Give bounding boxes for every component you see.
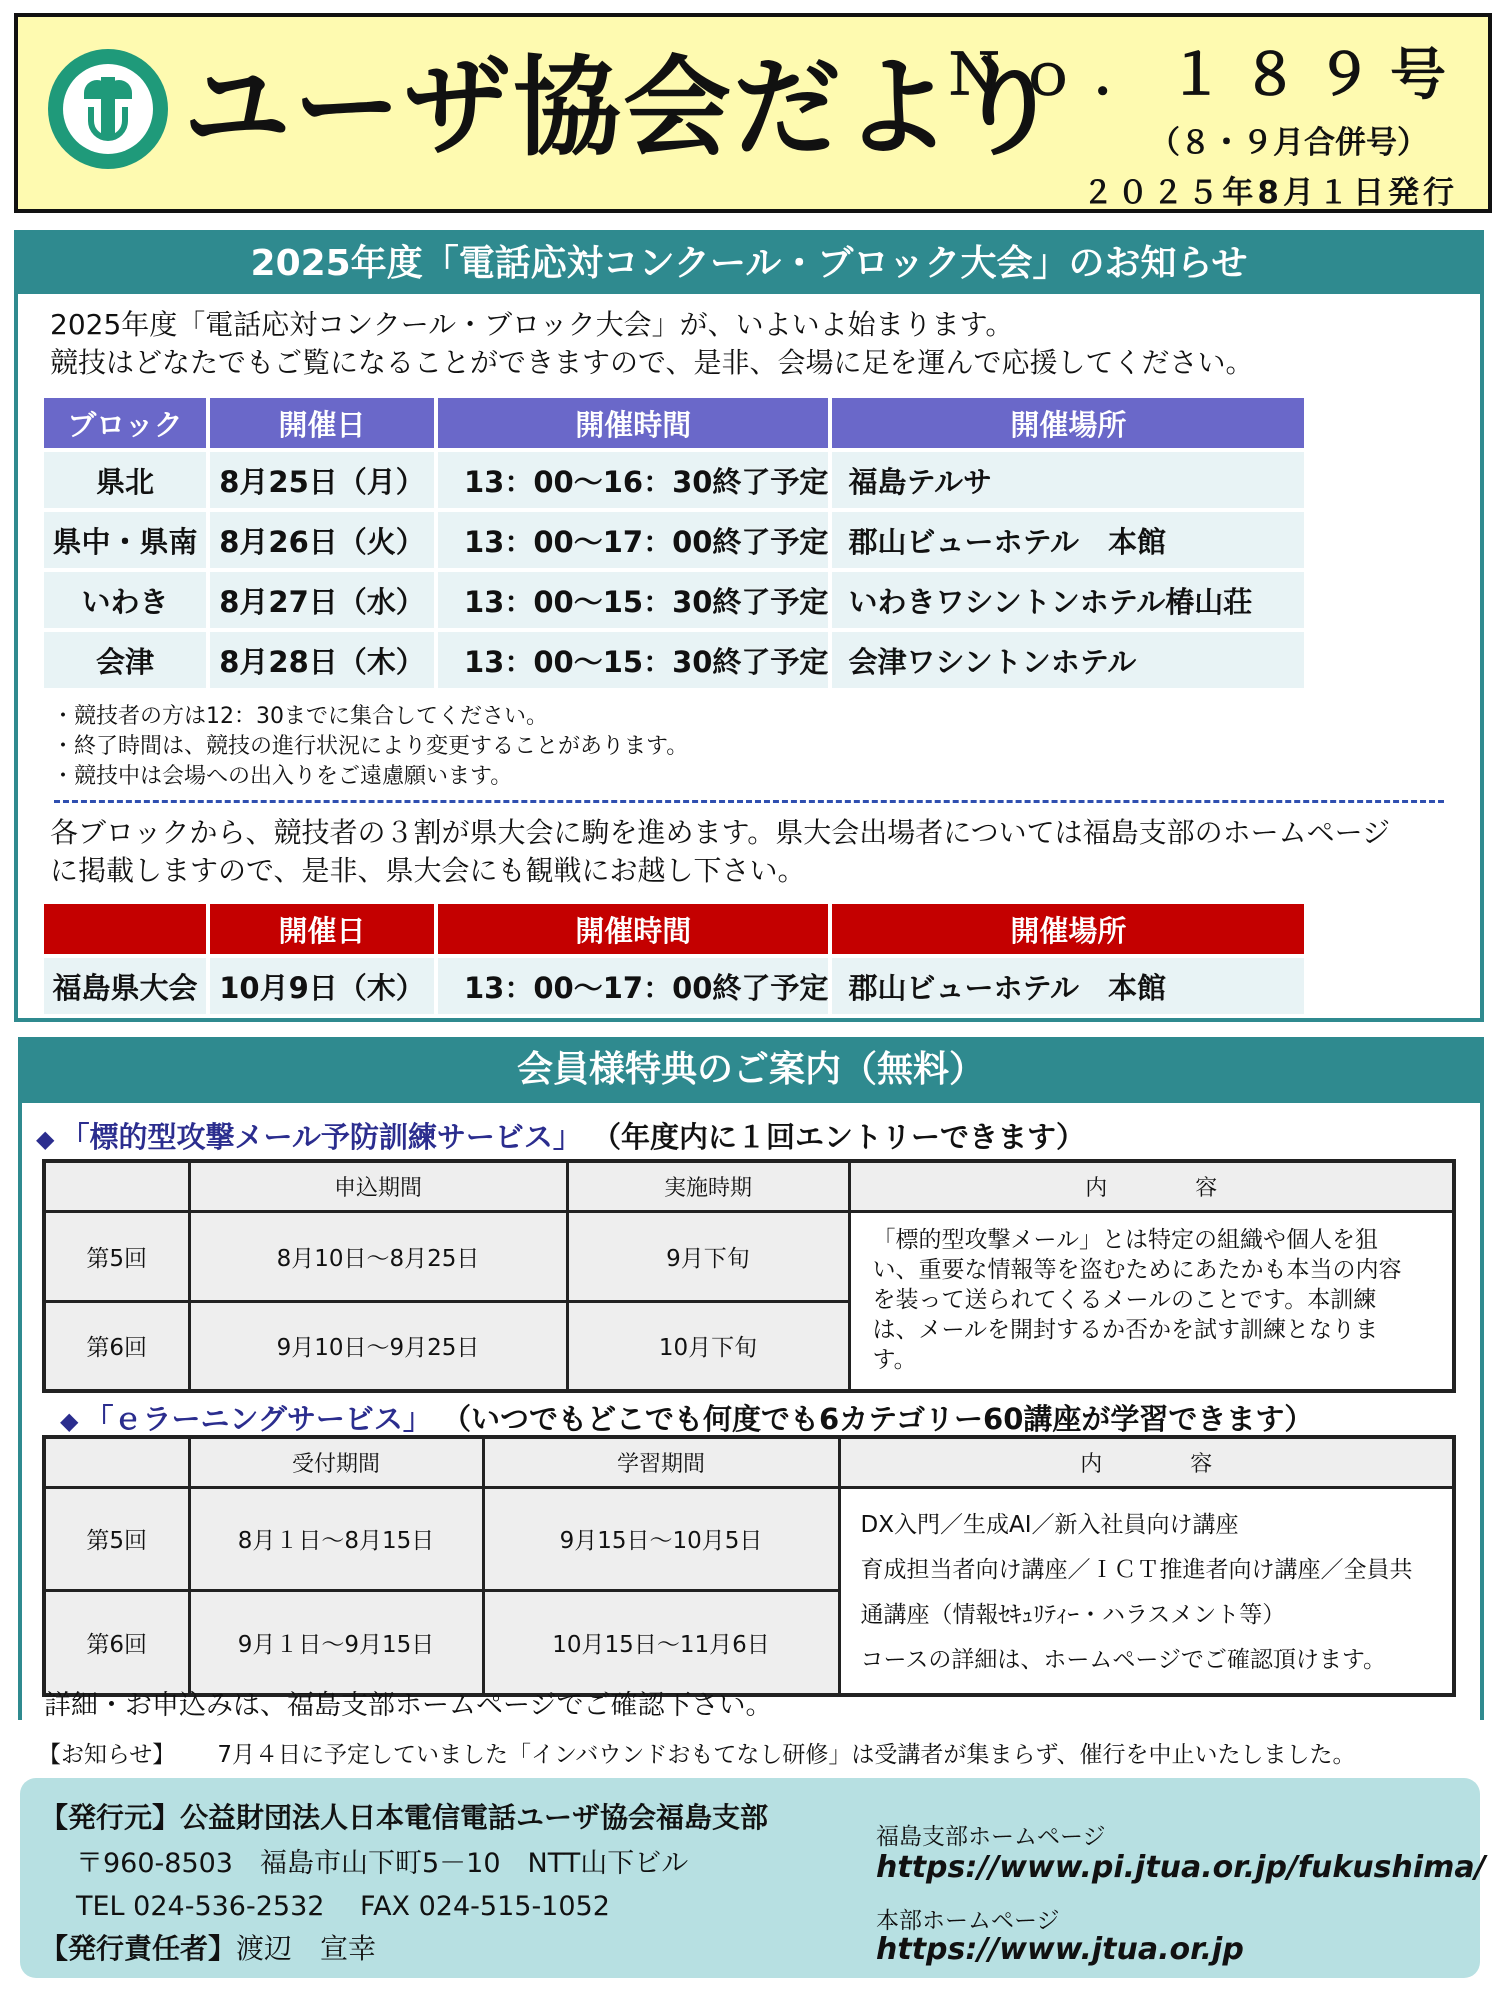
dashed-divider (54, 800, 1444, 803)
publisher-address: 〒960-8503 福島市山下町5－10 NTT山下ビル (76, 1848, 689, 1879)
implementation-period: 10月下旬 (567, 1301, 849, 1391)
service2-table (42, 1435, 1456, 1697)
hq-homepage-label: 本部ホームページ (876, 1908, 1060, 1934)
branch-homepage-label: 福島支部ホームページ (876, 1824, 1106, 1850)
col-header-blank (44, 1437, 189, 1487)
event-time: 13：00～15：30終了予定 (438, 572, 828, 628)
service2-description (839, 1487, 1454, 1695)
responsible-label: 【発行責任者】 (40, 1932, 237, 1965)
description-line: DX入門／生成AI／新入社員向け講座 (860, 1511, 1239, 1538)
block-name: 会津 (44, 632, 206, 688)
table-row (44, 1487, 1454, 1591)
newsletter-title: ユーザ協会だより (183, 46, 1064, 171)
advance-line: 各ブロックから、競技者の３割が県大会に駒を進めます。県大会出場者については福島支部のホームページ (50, 816, 1391, 849)
service2-note: （いつでもどこでも何度でも6カテゴリー60講座が学習できます） (442, 1402, 1314, 1436)
note-line: ・競技中は会場への出入りをご遠慮願います。 (52, 764, 513, 789)
col-header-date: 開催日 (210, 904, 434, 954)
contest-notes (52, 702, 688, 792)
round-label: 第5回 (44, 1211, 189, 1301)
event-venue: 会津ワシントンホテル (832, 632, 1304, 688)
notice-tag: 【お知らせ】 (38, 1742, 176, 1768)
service1-heading (36, 1115, 1085, 1156)
table-header-row (44, 398, 1304, 448)
col-header-blank (44, 904, 206, 954)
service2-heading (60, 1397, 1313, 1438)
jtua-logo-icon (46, 47, 170, 171)
event-date: 10月9日（木） (210, 958, 434, 1014)
publisher-phone: TEL 024-536-2532 FAX 024-515-1052 (76, 1891, 610, 1922)
final-schedule-table (40, 900, 1308, 1018)
col-header-block: ブロック (44, 398, 206, 448)
publisher: 【発行元】公益財団法人日本電信電話ユーザ協会福島支部 (40, 1801, 769, 1834)
contest-banner: 2025年度「電話応対コンクール・ブロック大会」のお知らせ (18, 234, 1480, 294)
final-name: 福島県大会 (44, 958, 206, 1014)
event-date: 8月27日（水） (210, 572, 434, 628)
description-line: コースの詳細は、ホームページでご確認頂けます。 (860, 1646, 1387, 1673)
block-name: いわき (44, 572, 206, 628)
table-row (44, 452, 1304, 508)
note-line: ・終了時間は、競技の進行状況により変更することがあります。 (52, 734, 689, 759)
benefits-section (18, 1037, 1484, 1720)
event-date: 8月28日（木） (210, 632, 434, 688)
reception-period: 8月１日～8月15日 (189, 1487, 483, 1591)
col-header-date: 開催日 (210, 398, 434, 448)
block-name: 県北 (44, 452, 206, 508)
table-row (44, 572, 1304, 628)
study-period: 9月15日～10月5日 (483, 1487, 839, 1591)
round-label: 第5回 (44, 1487, 189, 1591)
service1-note: （年度内に１回エントリーできます） (592, 1120, 1086, 1154)
col-header-reception: 受付期間 (189, 1437, 483, 1487)
contest-intro (50, 306, 1253, 382)
apply-period: 9月10日～9月25日 (189, 1301, 567, 1391)
issue-subtitle: （８・９月合併号） (1149, 125, 1428, 161)
block-schedule-table (40, 394, 1308, 692)
issue-date: ２０２５年8月１日発行 (1082, 175, 1458, 211)
responsible-person (40, 1927, 376, 1967)
col-header-time: 開催時間 (438, 398, 828, 448)
table-header-row (44, 1437, 1454, 1487)
col-header-venue: 開催場所 (832, 904, 1304, 954)
intro-line: 2025年度「電話応対コンクール・ブロック大会」が、いよいよ始まります。 (50, 308, 1014, 341)
table-row (44, 1211, 1454, 1301)
service1-table (42, 1159, 1456, 1393)
event-venue: いわきワシントンホテル椿山荘 (832, 572, 1304, 628)
round-label: 第6回 (44, 1591, 189, 1695)
description-line: 育成担当者向け講座／ＩＣＴ推進者向け講座／全員共通講座（情報ｾｷｭﾘﾃｨｰ・ハラスメント等） (860, 1556, 1413, 1628)
table-row (44, 512, 1304, 568)
table-row (44, 632, 1304, 688)
event-venue: 郡山ビューホテル 本館 (832, 512, 1304, 568)
event-time: 13：00～17：00終了予定 (438, 512, 828, 568)
event-time: 13：00～17：00終了予定 (438, 958, 828, 1014)
col-header-venue: 開催場所 (832, 398, 1304, 448)
event-time: 13：00～15：30終了予定 (438, 632, 828, 688)
notice-text: 7月４日に予定していました「インバウンドおもてなし研修」は受講者が集まらず、催行を中止いたしました。 (217, 1742, 1356, 1768)
round-label: 第6回 (44, 1301, 189, 1391)
service1-name: 「標的型攻撃メール予防訓練サービス」 (60, 1120, 582, 1154)
event-venue: 福島テルサ (832, 452, 1304, 508)
col-header-apply-period: 申込期間 (189, 1161, 567, 1211)
detail-note: 詳細・お申込みは、福島支部ホームページでご確認下さい。 (44, 1690, 773, 1721)
masthead (14, 13, 1492, 213)
benefits-banner: 会員様特典のご案内（無料） (18, 1037, 1484, 1103)
block-name: 県中・県南 (44, 512, 206, 568)
table-header-row (44, 1161, 1454, 1211)
event-date: 8月25日（月） (210, 452, 434, 508)
responsible-name: 渡辺 宣幸 (236, 1932, 377, 1965)
service2-name: 「ｅラーニングサービス」 (84, 1402, 432, 1436)
issue-number: Ｎｏ．１８９号 (946, 43, 1464, 108)
advance-line: に掲載しますので、是非、県大会にも観戦にお越し下さい。 (50, 854, 806, 887)
contest-section (14, 230, 1484, 1022)
col-header-content: 内 容 (849, 1161, 1454, 1211)
event-time: 13：00～16：30終了予定 (438, 452, 828, 508)
implementation-period: 9月下旬 (567, 1211, 849, 1301)
diamond-icon: ◆ (36, 1125, 55, 1153)
event-venue: 郡山ビューホテル 本館 (832, 958, 1304, 1014)
table-header-row (44, 904, 1304, 954)
advance-text (50, 814, 1390, 890)
note-line: ・競技者の方は12：30までに集合してください。 (52, 704, 548, 729)
col-header-implementation: 実施時期 (567, 1161, 849, 1211)
notice (38, 1736, 1356, 1769)
table-row (44, 958, 1304, 1014)
col-header-blank (44, 1161, 189, 1211)
study-period: 10月15日～11月6日 (483, 1591, 839, 1695)
apply-period: 8月10日～8月25日 (189, 1211, 567, 1301)
footer (20, 1778, 1486, 1978)
branch-homepage-link[interactable]: https://www.pi.jtua.or.jp/fukushima/ (876, 1850, 1486, 1885)
intro-line: 競技はどなたでもご覧になることができますので、是非、会場に足を運んで応援してください。 (50, 346, 1254, 379)
col-header-time: 開催時間 (438, 904, 828, 954)
diamond-icon: ◆ (60, 1407, 79, 1435)
reception-period: 9月１日～9月15日 (189, 1591, 483, 1695)
hq-homepage-link[interactable]: https://www.jtua.or.jp (876, 1932, 1244, 1967)
service1-description: 「標的型攻撃メール」とは特定の組織や個人を狙い、重要な情報等を盗むためにあたかも本当の内容を装って送られてくるメールのことです。本訓練は、メールを開封するか否かを試す訓練となります。 (849, 1211, 1454, 1391)
event-date: 8月26日（火） (210, 512, 434, 568)
col-header-content: 内 容 (839, 1437, 1454, 1487)
col-header-study-period: 学習期間 (483, 1437, 839, 1487)
